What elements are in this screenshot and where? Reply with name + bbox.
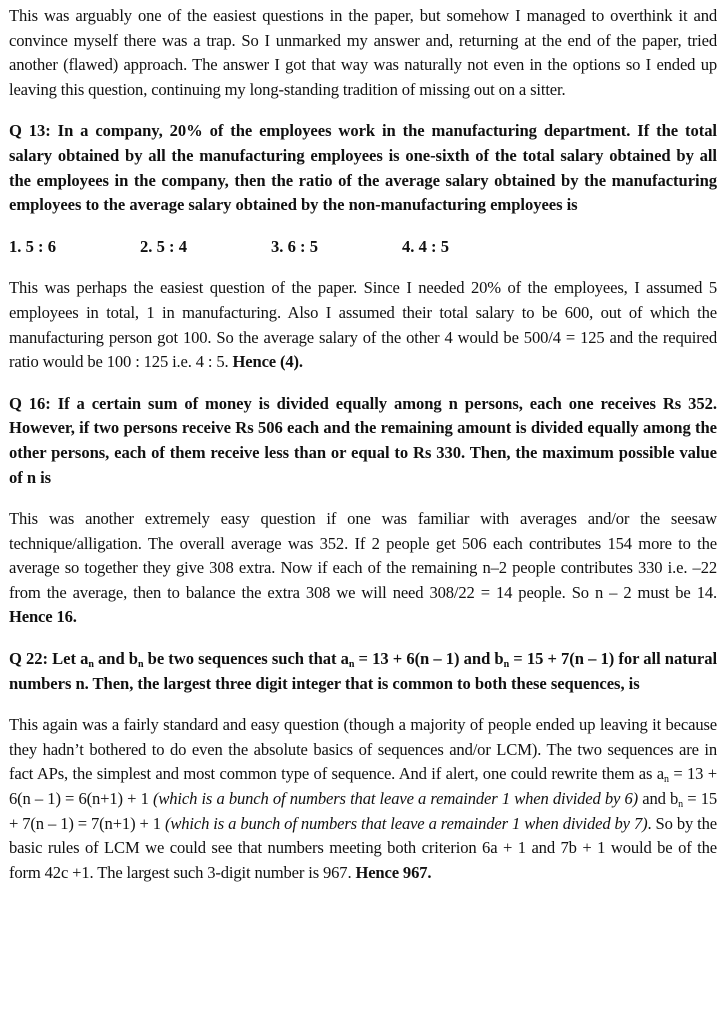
q16-answer: Hence 16. bbox=[9, 607, 77, 627]
q13-explanation bbox=[9, 276, 717, 374]
document-page bbox=[9, 4, 717, 885]
subscript-n: n bbox=[503, 659, 510, 671]
q22-explanation-part: and b bbox=[638, 789, 679, 809]
q13-answer: Hence (4). bbox=[232, 352, 303, 372]
q22-explanation-part: . So by the basic rules of LCM we could see that numbers meeting both criterion 6a + 1 and 7b + 1 would be of the form 42c +1. The largest such 3-digit number is 967. bbox=[9, 813, 717, 882]
subscript-n: n bbox=[88, 659, 94, 671]
q22-explanation-part: = 13 + 6(n – 1) = 6(n+1) + 1 bbox=[9, 764, 717, 809]
q13-explanation-text: This was perhaps the easiest question of the paper. Since I needed 20% of the employees, I assumed 5 employees in total, 1 in manufacturing. Also I assumed their total salary to be 600, out of which the manufacturing person got 100. So the average salary of the other 4 would be 500/4 = 125 and the required ratio would be 100 : 125 i.e. 4 : 5. bbox=[9, 278, 717, 372]
q22-question bbox=[9, 647, 717, 696]
q16-explanation-text: This was another extremely easy question if one was familiar with averages and/or the seesaw technique/alligation. The overall average was 352. If 2 people get 506 each contributes 154 more to the average so together they give 308 extra. Now if each of the remaining n–2 people contributes 330 i.e. –22 from the average, then to balance the extra 308 we will need 308/22 = 14 people. So n – 2 must be 14. bbox=[9, 509, 717, 602]
q22-question-part: and b bbox=[93, 649, 138, 669]
q22-question-part: = 13 + 6(n – 1) and b bbox=[354, 649, 504, 669]
q22-question-part: = 15 + 7(n – 1) for all natural numbers n. Then, the largest three digit integer that is common to both these sequences, is bbox=[9, 649, 718, 693]
q13-option-4: 4. 4 : 5 bbox=[402, 236, 450, 256]
q22-explanation bbox=[9, 713, 717, 885]
q22-answer: Hence 967. bbox=[355, 862, 432, 882]
subscript-n: n bbox=[348, 659, 355, 671]
q13-option-1: 1. 5 : 6 bbox=[9, 236, 57, 256]
subscript-n: n bbox=[137, 659, 144, 671]
intro-paragraph bbox=[9, 4, 717, 102]
q13-option-2: 2. 5 : 4 bbox=[140, 236, 188, 256]
subscript-n: n bbox=[678, 799, 684, 811]
q22-explanation-italic: (which is a bunch of numbers that leave a remainder 1 when divided by 7) bbox=[164, 813, 648, 833]
q13-options bbox=[9, 235, 717, 260]
q13-question: Q 13: In a company, 20% of the employees work in the manufacturing department. If the total salary obtained by all the manufacturing employees is one-sixth of the total salary obtained by all the employees in the company, then the ratio of the average salary obtained by the manufacturing employees to the average salary obtained by the non-manufacturing employees is bbox=[9, 121, 717, 215]
q22-explanation-part: = 15 + 7(n – 1) = 7(n+1) + 1 bbox=[9, 789, 718, 833]
q22-question-part: Q 22: Let a bbox=[9, 649, 89, 669]
subscript-n: n bbox=[664, 774, 669, 786]
q22-question-part: be two sequences such that a bbox=[143, 649, 349, 669]
q13-option-3: 3. 6 : 5 bbox=[271, 236, 319, 256]
intro-text: This was arguably one of the easiest questions in the paper, but somehow I managed to overthink it and convince myself there was a trap. So I unmarked my answer and, returning at the end of the paper, tried another (flawed) approach. The answer I got that way was naturally not even in the options so I ended up leaving this question, continuing my long-standing tradition of missing out on a sitter. bbox=[9, 6, 717, 99]
q22-explanation-italic: (which is a bunch of numbers that leave a remainder 1 when divided by 6) bbox=[152, 789, 639, 809]
q22-explanation-part: This again was a fairly standard and easy question (though a majority of people ended up leaving it because they hadn’t bothered to do even the absolute basics of sequences and/or LCM). The two sequences are in fact APs, the simplest and most common type of sequence. And if alert, one could rewrite them as a bbox=[9, 715, 717, 784]
q16-explanation bbox=[9, 507, 717, 630]
q16-question: Q 16: If a certain sum of money is divided equally among n persons, each one receives Rs 352. However, if two persons receive Rs 506 each and the remaining amount is divided equally among the other persons, each of them receive less than or equal to Rs 330. Then, the maximum possible value of n is bbox=[9, 393, 717, 487]
